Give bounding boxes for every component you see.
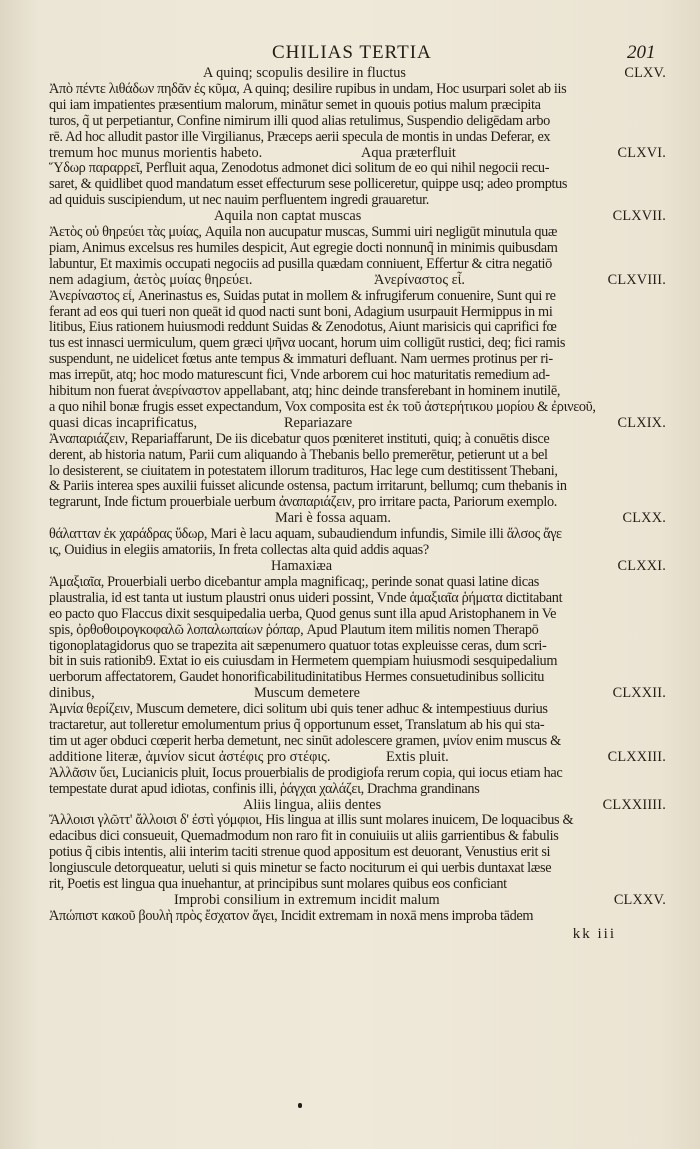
adage-title: additione literæ, ἀμνίον sicut ἀστέφις pro στέφις. [49, 748, 331, 765]
adage-number: CLXXIIII. [602, 796, 666, 813]
adage-number: CLXVIII. [607, 271, 666, 288]
adage-title: Improbi consilium in extremum incidit malum [174, 891, 440, 908]
text-line: plaustralia, id est tanta ut iustum plaustri onus uideri possint, Vnde ἁμαξιαῖα ῥήματα dictitabant [49, 590, 563, 606]
adage-number: CLXV. [624, 65, 666, 81]
text-line: tempestate durat apud idiotas, confinis illi, ῥάγχαι χαλάζει, Drachma grandinans [49, 781, 480, 797]
text-line: spis, ὀρθοθοιρογκοφαλῶ λοπαλωπαίων ῥόπαρ, Apud Plautum item militis nomen Therapō [49, 622, 539, 638]
adage-title: tremum hoc munus morientis habeto. [49, 144, 263, 161]
adage-number: CLXVI. [617, 144, 666, 161]
adage-title: Ἀνερίναστος εἶ. [374, 271, 465, 288]
text-line: uerborum affectatorem, Gaudet honorificabilitudinitatibus Hermes consuetudinibus sollicitu [49, 670, 545, 686]
text-line: ferant ad eos qui tueri non queāt id quod nacti sunt boni, Adagium usurpauit Hermippus in mi [49, 304, 553, 320]
text-line: labuntur, Et maximis occupati negociis ad pusilla quædam conniuent, Effertur & citra negatiō [49, 256, 552, 272]
adage-number: CLXXV. [613, 891, 666, 908]
text-line: rit, Poetis est lingua qua inuehantur, at principibus sunt molares quibus eos conficiant [49, 877, 507, 893]
text-line: Ἀπὸ πέντε λιθάδων πηδᾶν ἐς κῦμα, A quinq; desilire rupibus in undam, Hoc usurpari solet ab iis [49, 81, 567, 97]
text-line: qui iam impatientes præsentium malorum, minātur semet in quouis potius malum præcipita [49, 97, 541, 113]
text-line: tus est innasci uermiculum, quem græci ψῆνα uocant, horum uim colligūt rustici, deq; fici ramis [49, 336, 566, 352]
text-line: saret, & quidlibet quod mandatum esset effecturum sese polliceretur, quippe usq; adeo promptus [49, 177, 568, 193]
adage-heading [49, 273, 670, 289]
adage-heading [49, 798, 670, 814]
adage-number: CLXXII. [612, 685, 666, 702]
text-line: a quo nihil bonæ frugis esset expectandum, Vox composita est ἐκ τοῦ ἀστερήτικου μορίου & ἐρινεοῦ, [49, 399, 596, 415]
adage-title: Extis pluit. [386, 748, 449, 765]
adage-heading [49, 66, 670, 82]
text-line: tegrarunt, Inde fictum prouerbiale uerbum ἀναπαριάζειν, pro irritare pacta, Pariorum exemplo. [49, 495, 557, 511]
text-line: longiuscule detorqueatur, ueluti si quis minetur se facto nociturum ei qui uerbis duntaxat læse [49, 861, 552, 877]
adage-number: CLXVII. [612, 208, 666, 225]
adage-title: nem adagium, ἀετὸς μυίας θηρεύει. [49, 271, 253, 288]
text-line: potius q̃ cibis intentis, alii interim taciti strenue quod appositum est deuorant, Venustius erit si [49, 845, 551, 861]
adage-heading [49, 686, 670, 702]
text-line: lo desisterent, se ciuitatem in potestatem illorum tradituros, Hac lege cum destitissent Thebani, [49, 463, 558, 479]
adage-number: CLXXI. [617, 558, 666, 574]
adage-heading [49, 559, 670, 575]
running-title: CHILIAS TERTIA [272, 42, 432, 63]
text-line: derent, ab historia natum, Parii cum aliquando à Thebanis bello premerētur, petierunt ut a bel [49, 447, 548, 463]
adage-heading [49, 146, 670, 162]
text-line: Ἀλλᾶσιν ὕει, Lucianicis pluit, Iocus prouerbialis de prodigiofa rerum copia, qui iocus etiam hac [49, 765, 563, 781]
text-line: turos, q̃ ut perpetiantur, Confine nimirum illi quod alias retulimus, Suspendio deligēdam arbo [49, 113, 550, 129]
text-line: hibitum non fuerat ἀνερίναστον appellabant, atq; hinc deinde transferebant in hominem inutilē, [49, 384, 561, 400]
text-line: bit in suis rationib9. Extat io eis cuiusdam in Hermetem quempiam huiusmodi sesquipedalium [49, 654, 558, 670]
ink-mark [298, 1103, 302, 1108]
signature-mark: kk iii [572, 925, 616, 942]
adage-title: quasi dicas incaprificatus, [49, 414, 198, 431]
adage-title: A quinq; scopulis desilire in fluctus [203, 65, 406, 81]
adage-title: Repariazare [284, 414, 353, 431]
adage-heading [49, 416, 670, 432]
text-line: Ἀναπαριάζειν, Repariaffarunt, De iis dicebatur quos pœniteret instituti, quiq; à conuētis disce [49, 431, 550, 447]
text-block [49, 66, 670, 943]
text-line: tigonoplatagidorus quo se trapezita ait sæpenumero quatuor totas expleuisse ceras, dum scri- [49, 638, 547, 654]
adage-heading [49, 511, 670, 527]
text-line: Ὕδωρ παραρρεῖ, Perfluit aqua, Zenodotus admonet dici solitum de eo qui nihil negocii recu- [49, 161, 550, 177]
adage-title: Muscum demetere [254, 685, 360, 702]
text-line: tractaretur, aut tolleretur emolumentum prius q̃ opportunum esset, Translatum ab his qui sta- [49, 718, 545, 734]
adage-number: CLXX. [622, 510, 666, 527]
adage-heading [49, 750, 670, 766]
text-line: θάλατταν ἐκ χαράδρας ὕδωρ, Mari è lacu aquam, subaudiendum infundis, Simile illi ἄλσος ἄγε [49, 527, 562, 543]
text-line: mas irrepūt, atq; hoc modo maturescunt fici, Vnde arborem cui hoc maturitatis remedium ad- [49, 368, 550, 384]
text-line: litibus, Eius rationem huiusmodi reddunt Suidas & Zenodotus, Aiunt marisicis qui caprifici fœ [49, 320, 557, 336]
text-line: suspendunt, ne uidelicet fœtus ante tempus & immaturi defluant. Nam uermes protinus per ri- [49, 352, 553, 368]
adage-title: Aqua præterfluit [361, 144, 456, 161]
adage-title: Aliis lingua, aliis dentes [243, 796, 382, 813]
adage-title: Mari è fossa aquam. [275, 510, 391, 527]
text-line: tim ut ager obduci cœperit herba demetunt, nec sinūt adolescere gramen, μνίον enim muscus & [49, 733, 561, 749]
adage-number: CLXXIII. [607, 748, 666, 765]
text-line: Ἀπώπιστ κακοῦ βουλὴ πρὸς ἔσχατον ἄγει, Incidit extremam in noxā mens improba tādem [49, 908, 534, 924]
text-line: Ἁμαξιαῖα, Prouerbiali uerbo dicebantur ampla magnificaq;, perinde sonat quasi latine dicas [49, 574, 539, 590]
adage-title: dinibus, [49, 685, 95, 702]
text-line: rē. Ad hoc alludit pastor ille Virgilianus, Præceps aerii specula de montis in undas Deferar, ex [49, 129, 551, 145]
text-line: Ἀετὸς οὐ θηρεύει τὰς μυίας, Aquila non aucupatur muscas, Summi uiri negligūt minutula quæ [49, 225, 558, 241]
text-line: eo pacto quo Flaccus dixit sesquipedalia uerba, Quod genus sunt illa apud Aristophanem in Ve [49, 606, 557, 622]
adage-heading [49, 893, 670, 909]
folio-number: 201 [627, 42, 656, 63]
text-line: piam, Animus excelsus res humiles despicit, Aut egregie docti nonnunq̃ in minimis quibusdam [49, 240, 558, 256]
text-line: Ἄλλοισι γλῶττ' ἄλλοισι δ' ἐστὶ γόμφιοι, His lingua at illis sunt molares inuicem, De loquacibus & [49, 813, 574, 829]
text-line: ad quiduis suscipiendum, ut nec nauim perfluentem ingredi grauaretur. [49, 193, 430, 209]
adage-heading [49, 209, 670, 225]
adage-title: Aquila non captat muscas [214, 208, 362, 225]
text-line: & Pariis interea spes auxilii fuisset alicunde ostensa, pactum irritarunt, bellumq; cum thebanis in [49, 479, 567, 495]
text-line: Ἀμνία θερίζειν, Muscum demetere, dici solitum ubi quis tener adhuc & intempestiuus durius [49, 702, 548, 718]
adage-number: CLXIX. [617, 414, 666, 431]
text-line: ις, Ouidius in elegiis amatoriis, In freta collectas alta quid addis aquas? [49, 543, 429, 559]
text-line: Ἀνερίναστος εἶ, Anerinastus es, Suidas putat in mollem & infrugiferum conuenire, Sunt qui re [49, 288, 556, 304]
adage-title: Hamaxiæa [271, 558, 333, 574]
text-line: edacibus dici consueuit, Quemadmodum non raro fit in conuiuiis ut aliis garrientibus & fabulis [49, 829, 559, 845]
